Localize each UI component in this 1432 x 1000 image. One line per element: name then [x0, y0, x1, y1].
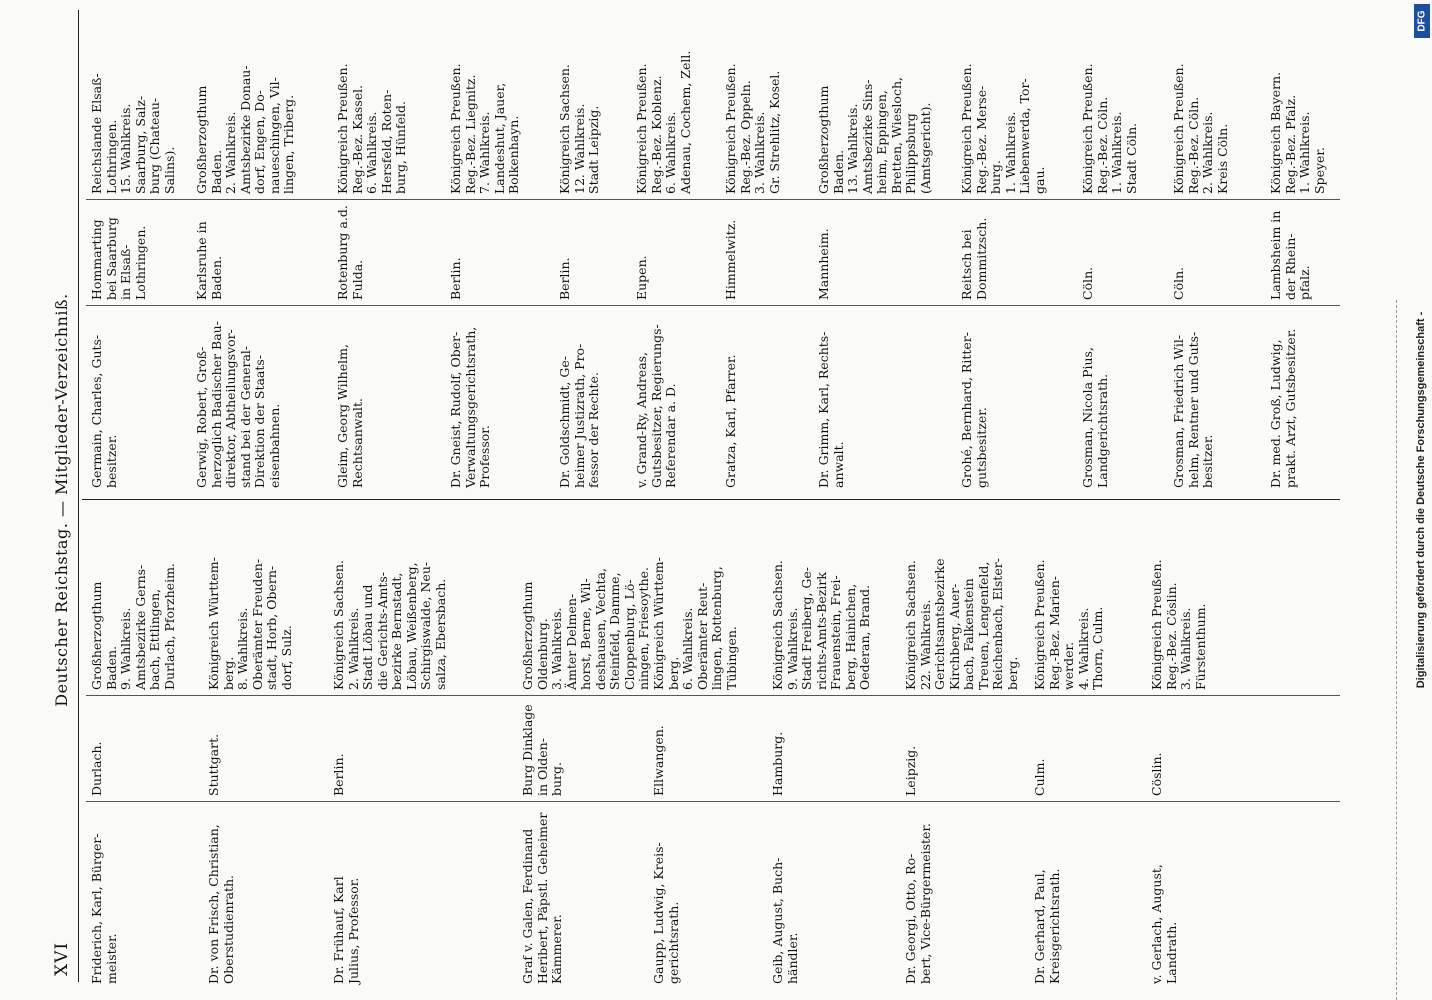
member-name: Gleim, Georg Wilhelm, Rechtsanwalt.	[335, 344, 365, 488]
credit-text: Digitalisierung gefördert durch die Deutsche Forschungsgemeinschaft -	[1415, 311, 1427, 689]
member-name: Germain, Charles, Guts- besitzer.	[89, 334, 119, 488]
member-entry	[554, 10, 631, 492]
member-name: v. Gerlach, August, Landrath.	[1149, 864, 1179, 984]
member-entry	[445, 10, 554, 492]
member-constituency: Großherzogthum Oldenburg. 3. Wahlkreis. Ämter Delmen- horst, Berne, Wil- deshausen, Vechta, Steinfeld, Damme, Cloppenburg, Lö- ningen, Friesoythe.	[520, 567, 651, 690]
scan-edge	[1396, 300, 1397, 1000]
member-entry	[631, 10, 720, 492]
member-entry	[203, 506, 328, 988]
member-entry	[86, 506, 203, 988]
member-residence: Reitsch bei Dommitzsch.	[959, 217, 989, 300]
member-residence: Berlin.	[448, 257, 463, 300]
member-entry	[328, 506, 517, 988]
member-entry	[1146, 506, 1259, 988]
member-entry	[720, 10, 813, 492]
center-column-rule	[82, 499, 1340, 500]
member-entry	[956, 10, 1077, 492]
member-entry	[517, 506, 651, 988]
member-name: Dr. von Frisch, Christian, Oberstudienrath.	[206, 824, 236, 984]
member-constituency: Königreich Preußen. Reg.-Bez. Cöln. 1. Wahlkreis. Stadt Cöln.	[1080, 63, 1139, 194]
member-residence: Mannheim.	[816, 228, 831, 300]
member-constituency: Großherzogthum Baden. 2. Wahlkreis. Amtsbezirke Donau- dorf, Engen, Do- naueschingen, Vil- lingen, Triberg.	[194, 65, 296, 194]
member-name: Graf v. Galen, Ferdinand Heribert, Päpstl. Geheimer Kämmerer.	[520, 812, 564, 984]
member-constituency: Königreich Sachsen. 2. Wahlkreis. Stadt Löbau und die Gerichts-Amts- bezirke Bernstadt, Löbau, Weißenberg, Schirgiswalde, Neu- salza, Ebersbach.	[331, 560, 448, 690]
member-constituency: Königreich Preußen. Reg.-Bez. Cöln. 2. Wahlkreis. Kreis Cöln.	[1171, 63, 1230, 194]
member-residence: Cöslin.	[1149, 752, 1164, 796]
digitization-credit	[1410, 0, 1432, 1000]
member-constituency: Großherzogthum Baden. 13. Wahlkreis. Amtsbezirke Sins- heim, Eppingen, Bretten, Wiesloch, Philippsburg (Amtsgericht).	[816, 77, 933, 194]
member-constituency: Königreich Sachsen. 12. Wahlkreis. Stadt Leipzig.	[557, 64, 601, 194]
member-constituency: Königreich Preußen. Reg.-Bez. Marien- werder. 4. Wahlkreis. Thorn, Culm.	[1032, 559, 1105, 690]
member-residence: Eupen.	[634, 255, 649, 300]
member-entry	[767, 506, 900, 988]
member-residence: Lambsheim in der Rhein- pfalz.	[1268, 210, 1312, 300]
member-entry	[1168, 10, 1265, 492]
member-constituency: Königreich Bayern. Reg.-Bez. Pfalz. 1. Wahlkreis. Speyer.	[1268, 71, 1327, 194]
member-constituency: Königreich Sachsen. 9. Wahlkreis. Stadt Freiberg, Ge- richts-Amts-Bezirk Frauenstein, Frei- berg, Hainichen, Oederan, Brand.	[770, 560, 872, 690]
member-name: Grosman, Friedrich Wil- helm, Rentner und Guts- besitzer.	[1171, 331, 1215, 488]
member-constituency: Königreich Sachsen. 22. Wahlkreis. Gerichtsamtsbezirke Kirchberg, Auer- bach, Falkenstein Treuen, Lengenfeld, Reichenbach, Elster- berg.	[903, 558, 1020, 690]
member-residence: Cöln.	[1171, 266, 1186, 300]
member-name: Gerwig, Robert, Groß- herzoglich Badischer Bau- direktor, Abtheilungsvor- stand bei der General- Direktion der Staats- eisenbahnen.	[194, 321, 282, 488]
member-constituency: Großherzogthum Baden. 9. Wahlkreis. Amtsbezirke Gerns- bach, Ettlingen, Durlach, Pforzheim.	[89, 563, 177, 690]
member-residence: Rotenburg a.d. Fulda.	[335, 205, 365, 300]
member-name: Friderich, Karl, Bürger- meister.	[89, 833, 119, 984]
member-name: Dr. Gerhard, Paul, Kreisgerichtsrath.	[1032, 868, 1062, 984]
member-entry	[900, 506, 1029, 988]
member-residence: Himmelwitz.	[723, 219, 738, 300]
member-name: Grosman, Nicola Pius, Landgerichtsrath.	[1080, 347, 1110, 488]
member-constituency: Königreich Württem- berg. 8. Wahlkreis. Oberämter Freuden- stadt, Horb, Obern- dorf, Sulz.	[206, 557, 294, 690]
header-rule	[78, 10, 79, 982]
member-name: Grohé, Bernhard, Ritter- gutsbesitzer.	[959, 332, 989, 488]
member-residence: Hommarting bei Saarburg in Elsaß- Lothringen.	[89, 217, 148, 300]
member-entry	[86, 10, 191, 492]
member-residence: Hamburg.	[770, 731, 785, 796]
member-residence: Stuttgart.	[206, 733, 221, 796]
member-entry	[1029, 506, 1146, 988]
member-constituency: Königreich Preußen. Reg.-Bez. Oppeln. 3. Wahlkreis. Gr. Strehlitz, Kosel.	[723, 63, 782, 194]
member-entry	[1265, 10, 1358, 492]
member-residence: Ellwangen.	[651, 725, 666, 796]
member-name: Dr. Georgi, Otto, Ro- bert, Vice-Bürgermeister.	[903, 822, 933, 984]
member-entry	[813, 10, 956, 492]
member-constituency: Königreich Preußen. Reg.-Bez. Koblenz. 6. Wahlkreis. Adenau, Cochem, Zell.	[634, 50, 693, 194]
member-name: Gaupp, Ludwig, Kreis- gerichtsrath.	[651, 842, 681, 984]
member-residence: Durlach.	[89, 741, 104, 796]
member-name: v. Grand-Ry, Andreas, Gutsbesitzer, Regierungs- Referendar a. D.	[634, 324, 678, 488]
member-name: Dr. Goldschmidt, Ge- heimer Justizrath, Pro- fessor der Rechte.	[557, 343, 601, 488]
left-member-table	[86, 506, 1340, 988]
member-residence: Culm.	[1032, 758, 1047, 796]
running-head: Deutscher Reichstag. — Mitglieder-Verzeichniß.	[52, 293, 71, 707]
page-number: XVI	[52, 941, 72, 976]
member-entry	[648, 506, 767, 988]
member-constituency: Königreich Preußen. Reg.-Bez. Merse- burg. 1. Wahlkreis. Liebenwerda, Tor- gau.	[959, 63, 1047, 194]
member-entry	[1077, 10, 1168, 492]
dfg-logo-text: DFG	[1416, 10, 1428, 32]
member-constituency: Königreich Preußen. Reg.-Bez. Liegnitz. 7. Wahlkreis. Landeshut, Jauer, Bolkenhayn.	[448, 63, 521, 194]
member-residence: Karlsruhe in Baden.	[194, 221, 224, 300]
member-entry	[332, 10, 445, 492]
member-residence: Burg Dinklage in Olden- burg.	[520, 704, 564, 796]
member-constituency: Königreich Preußen. Reg.-Bez. Cöslin. 3. Wahlkreis. Fürstenthum.	[1149, 559, 1208, 690]
member-residence: Berlin.	[557, 257, 572, 300]
member-name: Dr. Grimm, Karl, Rechts- anwalt.	[816, 331, 846, 488]
member-name: Dr. Frühauf, Karl Julius, Professor.	[331, 876, 361, 984]
right-member-table	[86, 10, 1340, 492]
member-residence: Cöln.	[1080, 266, 1095, 300]
member-constituency: Königreich Württem- berg. 6. Wahlkreis. Oberämter Reut- lingen, Rottenburg, Tübingen.	[651, 557, 739, 690]
member-residence: Berlin.	[331, 753, 346, 796]
member-name: Dr. Gneist, Rudolf, Ober- Verwaltungsgerichtsrath, Professor.	[448, 326, 492, 488]
member-name: Dr. med. Groß, Ludwig, prakt. Arzt, Gutsbesitzer.	[1268, 328, 1298, 488]
member-name: Gratza, Karl, Pfarrer.	[723, 354, 738, 488]
member-name: Geib, August, Buch- händler.	[770, 857, 800, 984]
member-constituency: Reichslande Elsaß- Lothringen. 15. Wahlkreis. Saarburg, Salz- burg (Chateau- Salins).	[89, 73, 177, 194]
member-entry	[191, 10, 332, 492]
member-constituency: Königreich Preußen. Reg.-Bez. Kassel. 6. Wahlkreis. Hersfeld, Roten- burg, Hünfeld.	[335, 63, 408, 194]
member-residence: Leipzig.	[903, 745, 918, 796]
